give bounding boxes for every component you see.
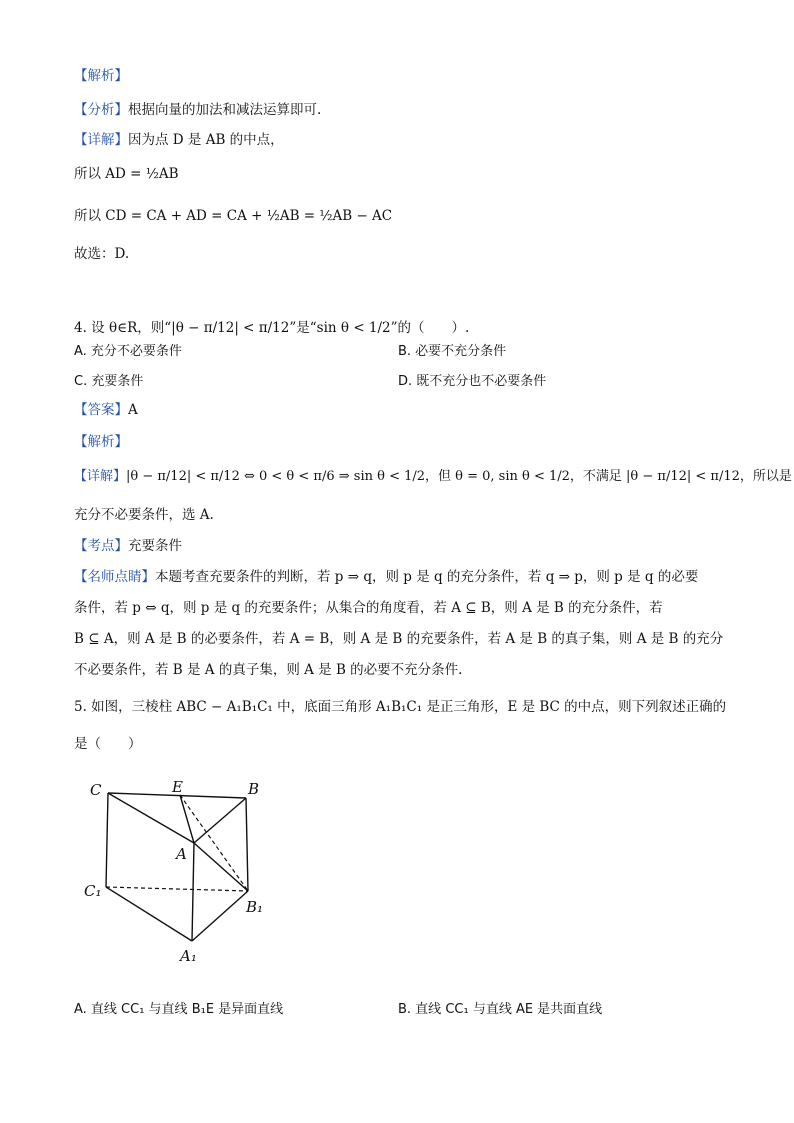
label-e: E xyxy=(172,778,183,796)
label-b1: B₁ xyxy=(246,898,264,916)
q4-mingshi-line-4 xyxy=(74,660,462,680)
q5-stem-line-2 xyxy=(74,734,142,754)
guxuan-line xyxy=(74,244,129,264)
q4-option-a: A. 充分不必要条件 xyxy=(74,344,182,359)
q4-stem xyxy=(74,318,469,338)
answer-tag: 【答案】 xyxy=(74,402,128,418)
mingshi-text-2: 条件，若 p ⇔ q，则 p 是 q 的充要条件；从集合的角度看，若 A ⊆ B，则 A 是 B 的充分条件，若 xyxy=(74,600,663,616)
q4-detail-tag: 【详解】 xyxy=(74,469,127,484)
q4-option-c: C. 充要条件 xyxy=(74,374,144,389)
jiexi-label xyxy=(74,66,128,86)
suoyi-line-1 xyxy=(74,164,179,184)
edge-bb1 xyxy=(246,798,248,891)
q4-detail-line-2 xyxy=(74,505,214,525)
q4-detail-text-1: |θ − π/12| < π/12 ⇔ 0 < θ < π/6 ⇒ sin θ < 1/2，但 θ = 0, sin θ < 1/2，不满足 |θ − π/12| < π/12，所以是 xyxy=(126,469,792,484)
fenxi-line xyxy=(74,100,321,120)
guxuan-text: 故选：D. xyxy=(74,246,130,262)
edge-c1b1-hidden xyxy=(106,887,248,891)
mingshi-text-4: 不必要条件，若 B 是 A 的真子集，则 A 是 B 的必要不充分条件. xyxy=(74,662,463,678)
xiangjie-tag: 【详解】 xyxy=(74,132,128,148)
edge-aa1 xyxy=(192,843,194,941)
xiangjie-text: 因为点 D 是 AB 的中点， xyxy=(128,132,284,148)
edge-cc1 xyxy=(106,793,108,887)
edge-ba xyxy=(194,798,246,843)
mingshi-tag: 【名师点睛】 xyxy=(74,569,155,585)
edge-ab1 xyxy=(194,843,248,891)
suoyi-formula-2: 所以 CD = CA + AD = CA + ½AB = ½AB − AC xyxy=(74,208,393,224)
kaodian-tag: 【考点】 xyxy=(74,538,128,554)
q4-stem-text: 4. 设 θ∈R，则“|θ − π/12| < π/12”是“sin θ < 1/2”的（ ）. xyxy=(74,320,470,336)
kaodian-text: 充要条件 xyxy=(128,538,182,554)
q5-option-a: A. 直线 CC₁ 与直线 B₁E 是异面直线 xyxy=(74,1002,284,1017)
q4-jiexi-line xyxy=(74,432,128,452)
answer-value: A xyxy=(128,402,138,418)
suoyi-line-2 xyxy=(74,206,392,226)
q4-mingshi-line-1 xyxy=(74,567,698,587)
label-c: C xyxy=(90,781,102,799)
label-c1: C₁ xyxy=(84,882,102,900)
q4-detail-text-2: 充分不必要条件，选 A. xyxy=(74,507,214,523)
fenxi-tag: 【分析】 xyxy=(74,102,128,118)
edge-b1a1 xyxy=(192,891,248,941)
q4-answer-line xyxy=(74,400,138,420)
q4-detail-line-1 xyxy=(74,467,792,487)
q5-option-b: B. 直线 CC₁ 与直线 AE 是共面直线 xyxy=(398,1002,603,1017)
label-a1: A₁ xyxy=(180,947,197,965)
prism-figure xyxy=(70,770,290,970)
q4-mingshi-line-3 xyxy=(74,629,723,649)
mingshi-text-3: B ⊆ A，则 A 是 B 的必要条件，若 A = B，则 A 是 B 的充要条件，若 A 是 B 的真子集，则 A 是 B 的充分 xyxy=(74,631,724,647)
jiexi-tag: 【解析】 xyxy=(74,68,128,84)
q4-kaodian-line xyxy=(74,536,182,556)
q5-stem-text-2: 是（ ） xyxy=(74,736,142,752)
q4-option-b: B. 必要不充分条件 xyxy=(398,344,507,359)
edge-c1a1 xyxy=(106,887,192,941)
fenxi-text: 根据向量的加法和减法运算即可. xyxy=(128,102,322,118)
q5-stem-line-1 xyxy=(74,697,726,717)
q4-option-d: D. 既不充分也不必要条件 xyxy=(398,374,547,389)
mingshi-text-1: 本题考查充要条件的判断，若 p ⇒ q，则 p 是 q 的充分条件，若 q ⇒ p，则 p 是 q 的必要 xyxy=(155,569,699,585)
q5-stem-text-1: 5. 如图，三棱柱 ABC − A₁B₁C₁ 中，底面三角形 A₁B₁C₁ 是正三角形，E 是 BC 的中点，则下列叙述正确的 xyxy=(74,699,727,715)
q4-mingshi-line-2 xyxy=(74,598,663,618)
xiangjie-line xyxy=(74,130,284,150)
label-b: B xyxy=(248,780,260,798)
suoyi-formula-1: 所以 AD = ½AB xyxy=(74,166,179,182)
label-a: A xyxy=(176,845,187,863)
q4-jiexi-tag: 【解析】 xyxy=(74,434,128,450)
edge-eb1-hidden xyxy=(180,795,248,891)
